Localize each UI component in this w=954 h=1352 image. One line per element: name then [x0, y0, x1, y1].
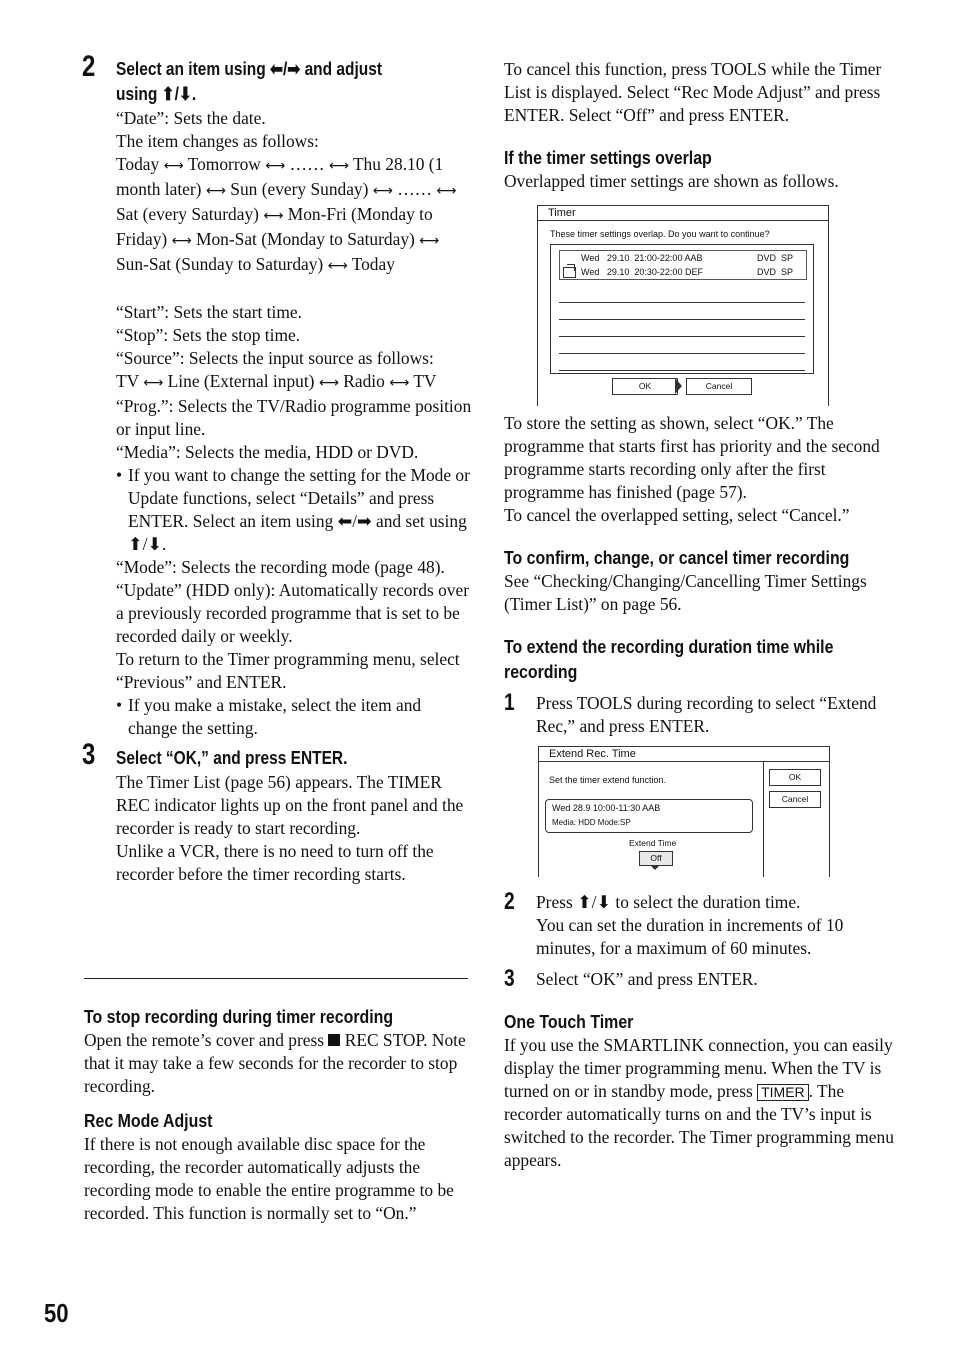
step-3 [82, 738, 474, 886]
ok-button[interactable]: OK [769, 769, 821, 786]
extend-step-2-note: You can set the duration in increments of 10 minutes, for a maximum of 60 minutes. [536, 915, 844, 958]
prog-desc: “Prog.”: Selects the TV/Radio programme position or input line. [116, 396, 472, 439]
one-touch-text: If you use the SMARTLINK connection, you can easily display the timer programming menu. When the TV is turned on or in standby mode, press TIMER . The recorder automatically turns on and the TV’s input is switched to the recorder. The Timer programming menu appears. [504, 1035, 894, 1170]
stop-square-icon [328, 1034, 340, 1046]
recording-media-mode: Media: HDD Mode:SP [552, 818, 631, 827]
timer-key-icon: TIMER [757, 1084, 809, 1101]
extend-rec-screen [538, 746, 830, 877]
step-3-heading: Select “OK,” and press ENTER. [116, 748, 348, 768]
date-changes: The item changes as follows: [116, 131, 319, 151]
extend-time-label: Extend Time [629, 838, 677, 848]
up-down-arrow-icon: ⬆/⬇ [161, 84, 192, 104]
step-number: 1 [504, 689, 515, 716]
start-desc: “Start”: Sets the start time. [116, 302, 302, 322]
stop-recording-text: Open the remote’s cover and press REC STOP. Note that it may take a few seconds for the recorder to stop recording. [84, 1030, 466, 1096]
step-number: 2 [82, 50, 96, 83]
step-number: 2 [504, 888, 515, 915]
right-column [504, 58, 894, 1172]
rec-mode-text: If there is not enough available disc space for the recording, the recorder automatically adjusts the recording mode to enable the entire programme to be recorded. This function is normally set to “On.” [84, 1134, 454, 1223]
left-column-lower [84, 1004, 474, 1225]
cursor-arrow-icon [675, 378, 682, 394]
left-right-arrow-icon: ⬅/➡ [270, 59, 301, 79]
extend-heading-line2: recording [504, 661, 578, 682]
timer-overlap-screen [537, 205, 829, 406]
chevron-down-icon [651, 866, 659, 870]
extend-time-select[interactable]: Off [639, 851, 673, 866]
return-desc: To return to the Timer programming menu, select “Previous” and ENTER. [116, 649, 460, 692]
cancel-button[interactable]: Cancel [686, 378, 752, 395]
extend-message: Set the timer extend function. [549, 775, 667, 785]
overlap-row[interactable]: Wed 29.10 20:30-22:00 DEF DVD SP [581, 267, 794, 277]
cancel-button[interactable]: Cancel [769, 791, 821, 808]
update-desc: “Update” (HDD only): Automatically records over a previously recorded programme that is set to be recorded daily or weekly. [116, 580, 470, 646]
left-column [84, 52, 474, 886]
step-3-text-2: Unlike a VCR, there is no need to turn off the recorder before the timer recording starts. [116, 841, 434, 884]
cancel-function-text: To cancel this function, press TOOLS while the Timer List is displayed. Select “Rec Mode Adjust” and press ENTER. Select “Off” and press ENTER. [504, 59, 882, 125]
overlap-list [550, 244, 814, 374]
media-desc: “Media”: Selects the media, HDD or DVD. [116, 442, 419, 462]
overlap-row[interactable]: Wed 29.10 21:00-22:00 AAB DVD SP [581, 253, 794, 263]
bullet-mistake: • If you make a mistake, select the item and change the setting. [116, 695, 422, 738]
extend-heading: To extend the recording duration time while [504, 636, 834, 657]
date-sequence: Today ⟷ Tomorrow ⟷ …… ⟷ Thu 28.10 (1 month later) ⟷ Sun (every Sunday) ⟷ …… ⟷ Sat (every Saturday) ⟷ Mon-Fri (Monday to Friday) ⟷ Mon-Sat (Monday to Saturday) ⟷ Sun-Sat (Sunday to Saturday) ⟷ Today [116, 154, 457, 274]
overlap-heading: If the timer settings overlap [504, 147, 712, 168]
confirm-text: See “Checking/Changing/Cancelling Timer Settings (Timer List)” on page 56. [504, 571, 867, 614]
up-down-arrow-icon: ⬆/⬇ [577, 892, 612, 912]
section-divider [84, 978, 468, 979]
overlap-after-1: To store the setting as shown, select “OK.” The programme that starts first has priority and the second programme starts recording only after the first programme has finished (page 57). [504, 413, 880, 502]
step-2 [84, 52, 474, 740]
stop-recording-heading: To stop recording during timer recording [84, 1006, 394, 1027]
step-number: 3 [504, 965, 515, 992]
one-touch-heading: One Touch Timer [504, 1011, 634, 1032]
left-right-arrow-icon: ⬅/➡ [337, 511, 372, 531]
date-intro: “Date”: Sets the date. [116, 108, 266, 128]
up-down-arrow-icon: ⬆/⬇ [128, 534, 162, 554]
extend-step-1 [504, 689, 894, 738]
recording-info: Wed 28.9 10:00-11:30 AAB [552, 803, 661, 813]
overlap-message: These timer settings overlap. Do you want to continue? [550, 229, 770, 239]
step-3-text-1: The Timer List (page 56) appears. The TIMER REC indicator lights up on the front panel and the recorder is ready to start recording. [116, 772, 464, 838]
step-2-heading-line2: using ⬆/⬇. [116, 84, 197, 104]
extend-step-1-text: Press TOOLS during recording to select “Extend Rec,” and press ENTER. [536, 693, 877, 736]
step-number: 3 [82, 738, 96, 771]
screen-title: Timer [538, 206, 828, 221]
recording-info-box [545, 799, 753, 833]
page-number: 50 [44, 1298, 69, 1328]
overlap-intro: Overlapped timer settings are shown as follows. [504, 171, 839, 191]
step-2-heading: Select an item using ⬅/➡ and adjust [116, 59, 382, 79]
confirm-heading: To confirm, change, or cancel timer recording [504, 547, 850, 568]
extend-step-2 [504, 888, 894, 960]
extend-step-3 [504, 965, 894, 992]
stop-desc: “Stop”: Sets the stop time. [116, 325, 301, 345]
rec-mode-heading: Rec Mode Adjust [84, 1110, 213, 1131]
extend-step-2-text: Press ⬆/⬇ to select the duration time. [536, 892, 801, 912]
overlap-after-2: To cancel the overlapped setting, select “Cancel.” [504, 505, 850, 525]
mode-desc: “Mode”: Selects the recording mode (page 48). [116, 557, 445, 577]
bullet-details: • If you want to change the setting for the Mode or Update functions, select “Details” and press ENTER. Select an item using ⬅/➡ and set using ⬆/⬇. [116, 465, 470, 554]
source-sequence: TV ⟷ Line (External input) ⟷ Radio ⟷ TV [116, 371, 437, 391]
ok-button[interactable]: OK [612, 378, 678, 395]
screen-title: Extend Rec. Time [539, 747, 829, 762]
overlap-icon [563, 267, 576, 278]
extend-step-3-text: Select “OK” and press ENTER. [536, 969, 758, 989]
source-desc: “Source”: Selects the input source as follows: [116, 348, 434, 368]
